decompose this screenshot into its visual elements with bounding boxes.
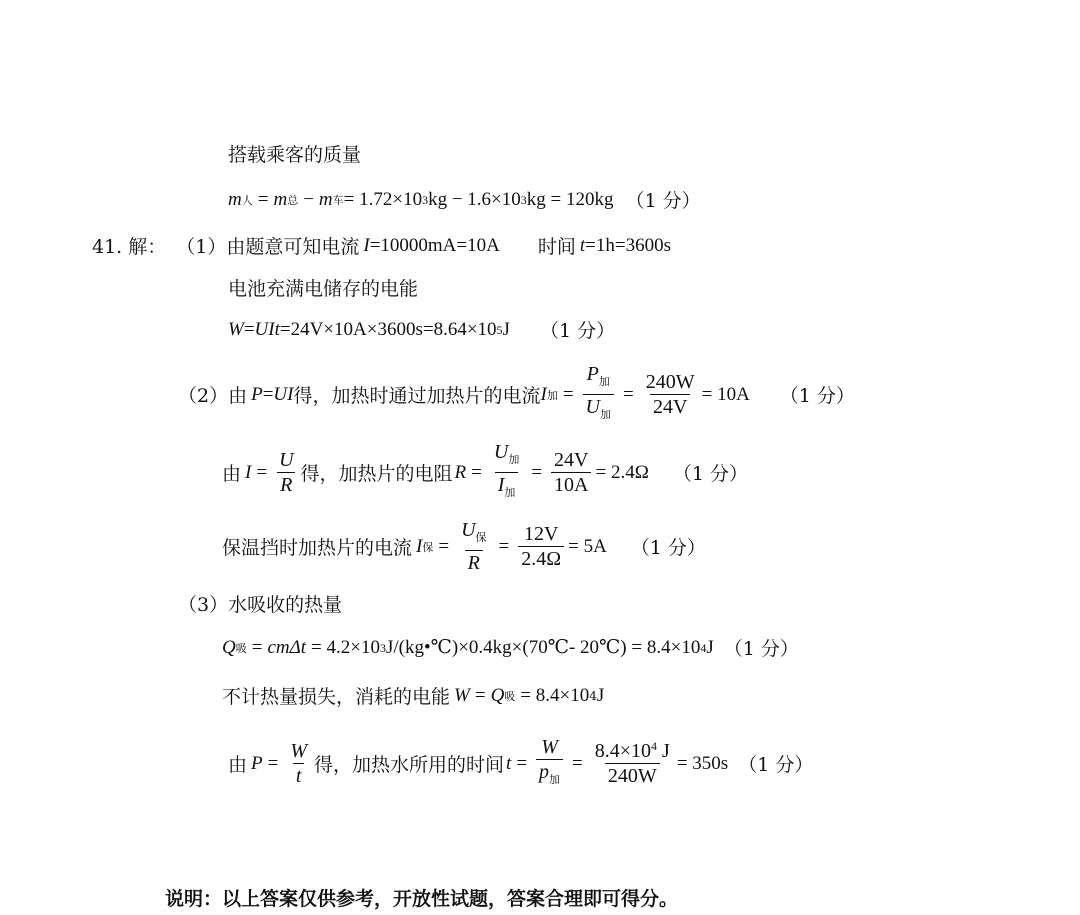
text: 由 (222, 463, 242, 485)
result: = 10A (701, 383, 750, 405)
var-cmdt: cmΔt (267, 636, 307, 658)
calc: = 4.2×10 (311, 636, 380, 658)
sub: 加 (504, 486, 516, 499)
exp: 4 (651, 739, 658, 753)
var-U: U (461, 519, 476, 541)
score-note: （1 分） (723, 638, 799, 660)
equals: = (257, 188, 269, 210)
text: 不计热量损失，消耗的电能 (222, 686, 451, 708)
var-m: m (228, 188, 242, 210)
score-note: （1 分） (625, 190, 701, 212)
value-part: kg = 120kg (526, 188, 614, 210)
footer-note (165, 884, 678, 911)
sub: 保 (475, 531, 487, 544)
result: = 2.4Ω (595, 461, 649, 483)
numerator: 240W (645, 371, 695, 393)
unit: J (706, 636, 714, 658)
var-Q: Q (490, 684, 505, 706)
var-P: P (586, 363, 599, 385)
fraction-energy-over-power (592, 739, 673, 788)
calc: =24V×10A×3600s=8.64×10 (279, 318, 497, 340)
equals: = (562, 383, 574, 405)
text: 保温挡时加热片的电流 (222, 537, 413, 559)
sub-xi: 吸 (504, 689, 516, 703)
sub-xi: 吸 (235, 641, 247, 655)
var-U: U (493, 441, 509, 463)
equals: = (438, 535, 450, 557)
var-m: m (273, 188, 288, 210)
fraction-U-over-I (491, 440, 522, 505)
sub: 加 (598, 375, 610, 388)
part-text: （2）由 (178, 385, 248, 407)
equals: = (251, 636, 263, 658)
var-P: P (251, 383, 263, 405)
sub-jia: 加 (546, 388, 558, 402)
question-41-part-3 (178, 590, 342, 617)
value-part: kg − 1.6×10 (428, 188, 521, 210)
score-note: （1 分） (779, 385, 855, 407)
equation-energy: W = UIt =24V×10A×3600s=8.64×10 5 J （1 分） (228, 316, 615, 343)
score-note: （1 分） (738, 754, 814, 776)
var-Q: Q (222, 636, 236, 658)
fraction-P-over-U (583, 362, 614, 427)
equation-electric-energy: 不计热量损失，消耗的电能 W = Q 吸 = 8.4×10 4 J (222, 682, 604, 709)
var-I: I (245, 461, 252, 483)
time-value: =1h=3600s (585, 234, 671, 256)
fraction-U-over-R (458, 518, 489, 575)
var-W: W (454, 684, 470, 706)
var-t: t (579, 234, 586, 256)
equals: = (474, 684, 486, 706)
var-t: t (506, 752, 512, 774)
fraction-24V-over-10A (551, 448, 591, 497)
var-UIt: UIt (254, 318, 280, 340)
equation-keep-warm-current: 保温挡时加热片的电流 I 保 = $\frac{U_保}{R}$ = $\frac{12V}{2.4\Omega}$ = 5A （1 分） (222, 519, 706, 574)
var-R: R (280, 474, 293, 496)
sub: 加 (600, 408, 611, 421)
var-I: I (540, 383, 547, 405)
equation-passenger-mass: m 人 = m 总 − m 车 = 1.72×10 3 kg − 1.6×10 3 kg = 120kg （1 分） (228, 186, 701, 213)
score-note: （1 分） (630, 537, 706, 559)
question-41-part-2-current: （2）由 P = UI 得，加热时通过加热片的电流 I 加 = $\frac{P_加}{U_加}$ = $\frac{240W}{24V}$ = 10A （1 分） (178, 362, 855, 427)
equation-heat-absorbed: Q 吸 = cmΔt = 4.2×10 3 J/(kg•℃)×0.4kg×(70℃- 20℃) = 8.4×10 4 J （1 分） (222, 634, 799, 661)
energy-label: 电池充满电储存的电能 (228, 278, 419, 300)
minus: − (303, 188, 314, 210)
var-UI: UI (273, 383, 294, 405)
score-note: （1 分） (672, 463, 748, 485)
numerator: 24V (554, 449, 589, 471)
time-label: 时间 (537, 236, 576, 258)
score-note: （1 分） (539, 320, 616, 342)
passenger-mass-label: 搭载乘客的质量 (228, 144, 362, 166)
var-P: P (251, 752, 263, 774)
text-line-energy-label (228, 274, 418, 301)
sub-bao: 保 (422, 540, 434, 554)
var-W: W (228, 318, 244, 340)
var-t: t (295, 765, 302, 787)
var-R: R (454, 461, 467, 483)
unit: J (596, 684, 605, 706)
footer-text: 说明：以上答案仅供参考，开放性试题，答案合理即可得分。 (165, 888, 679, 910)
equation-resistance: 由 I = $\frac{U}{R}$ 得，加热片的电阻 R = $\frac{U_加}{I_加}$ = $\frac{24V}{10A}$ = 2.4Ω （1 分） (222, 440, 748, 505)
var-W: W (290, 740, 308, 762)
var-U: U (585, 396, 600, 418)
calc: J/(kg•℃)×0.4kg×(70℃- 20℃) = 8.4×10 (385, 637, 701, 658)
numerator: 8.4×10 (594, 740, 652, 762)
fraction-U-over-R (276, 448, 296, 497)
var-U: U (279, 449, 294, 471)
equation-heating-time: 由 P = $\frac{W}{t}$ 得，加热水所用的时间 t = $\frac{W}{p_加}$ = $\frac{8.4\times 10^4 J}{240W}$ = 350s （1 分） (228, 735, 813, 792)
fraction-240W-over-24V (643, 370, 698, 419)
question-number: 41. 解： (92, 236, 167, 258)
sub-che: 车 (332, 193, 344, 207)
equals: = (267, 752, 279, 774)
value-part: = 1.72×10 (343, 188, 423, 210)
equals: = (243, 318, 255, 340)
var-R: R (467, 552, 480, 574)
sub-ren: 人 (241, 193, 253, 207)
calc: = 8.4×10 (520, 684, 590, 706)
result: = 5A (568, 535, 607, 557)
text-line-passenger-mass-label (228, 140, 361, 167)
numerator: 12V (523, 523, 559, 545)
sub: 加 (549, 773, 561, 786)
var-I: I (363, 234, 370, 256)
sub: 加 (508, 453, 520, 466)
var-W: W (541, 736, 558, 758)
denominator: 240W (605, 763, 660, 788)
denominator: 10A (551, 472, 591, 497)
text: 得，加热水所用的时间 (314, 754, 505, 776)
fraction-W-over-p (536, 735, 563, 792)
unit: J (657, 740, 670, 762)
text: 得，加热片的电阻 (300, 463, 453, 485)
equals: = (262, 383, 274, 405)
fraction-W-over-t (287, 739, 310, 788)
var-I: I (497, 474, 505, 496)
var-p: p (539, 761, 550, 783)
sub-zong: 总 (287, 193, 299, 207)
denominator: 24V (650, 394, 690, 419)
var-I: I (416, 535, 423, 557)
text: 得，加热时通过加热片的电流 (293, 385, 541, 407)
current-value: =10000mA=10A (369, 234, 500, 256)
question-41-part-1 (92, 232, 671, 259)
result: = 350s (676, 752, 729, 774)
denominator: 2.4Ω (518, 546, 564, 571)
unit: J (502, 318, 510, 340)
part-text: （1）由题意可知电流 (176, 236, 360, 258)
part-text: （3）水吸收的热量 (178, 594, 343, 616)
var-m: m (318, 188, 333, 210)
fraction-12V-over-2.4ohm (518, 522, 564, 571)
text: 由 (228, 754, 248, 776)
equals: = (256, 461, 268, 483)
